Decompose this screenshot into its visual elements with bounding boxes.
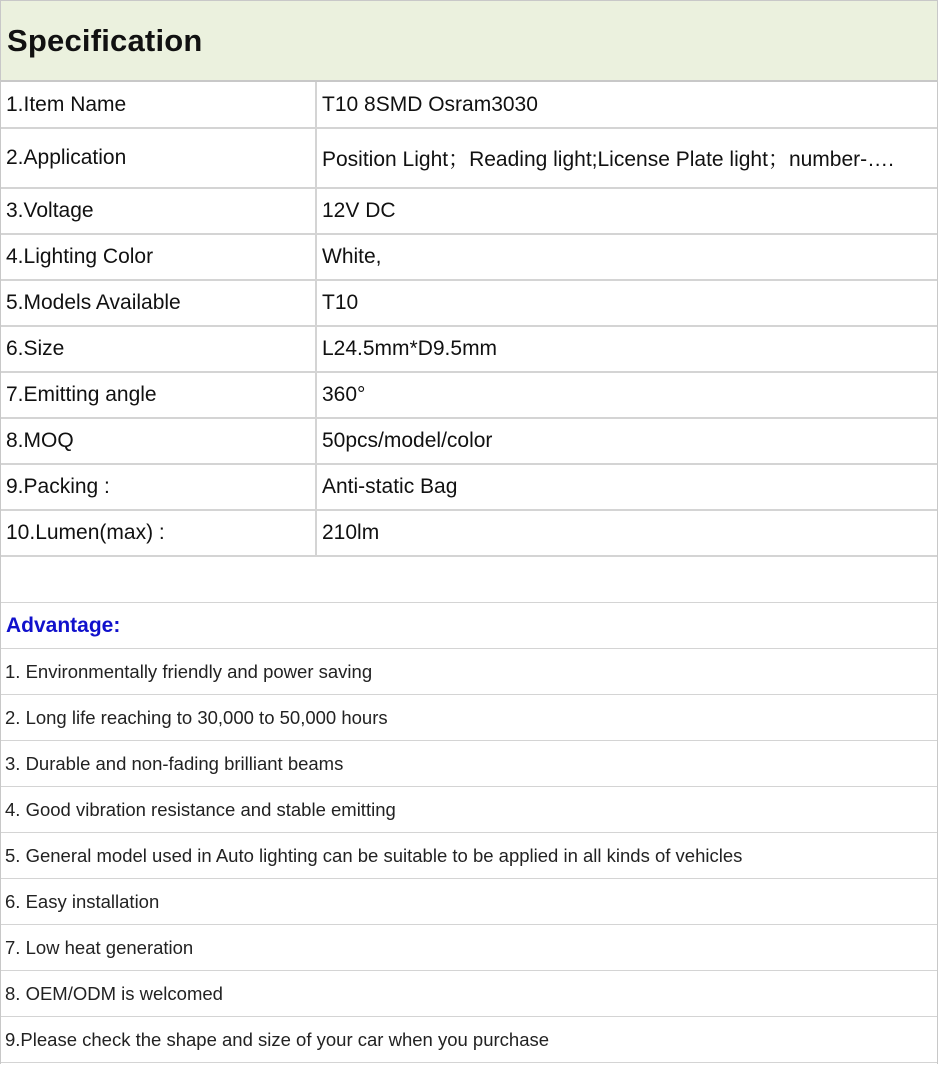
spec-value: T10 8SMD Osram3030 (316, 82, 937, 128)
advantage-item: 9.Please check the shape and size of your car when you purchase (1, 1017, 937, 1063)
spec-label: 10.Lumen(max) : (1, 510, 316, 556)
advantage-item: 8. OEM/ODM is welcomed (1, 971, 937, 1017)
spec-row-voltage (1, 188, 937, 234)
advantage-item: 6. Easy installation (1, 879, 937, 925)
advantage-item: 2. Long life reaching to 30,000 to 50,000 hours (1, 695, 937, 741)
spec-row-application (1, 128, 937, 188)
spec-label: 9.Packing : (1, 464, 316, 510)
spec-value: 360° (316, 372, 937, 418)
spec-value: T10 (316, 280, 937, 326)
advantage-item: 1. Environmentally friendly and power saving (1, 649, 937, 695)
specification-table (1, 82, 937, 557)
spec-row-moq (1, 418, 937, 464)
advantage-item: 7. Low heat generation (1, 925, 937, 971)
spec-row-models-available (1, 280, 937, 326)
spec-label: 6.Size (1, 326, 316, 372)
spec-row-emitting-angle (1, 372, 937, 418)
spec-row-lighting-color (1, 234, 937, 280)
spec-label: 4.Lighting Color (1, 234, 316, 280)
spec-value: 50pcs/model/color (316, 418, 937, 464)
spec-value: Anti-static Bag (316, 464, 937, 510)
spec-value: L24.5mm*D9.5mm (316, 326, 937, 372)
advantage-item: 4. Good vibration resistance and stable emitting (1, 787, 937, 833)
advantage-heading (1, 603, 937, 649)
spec-label: 2.Application (1, 128, 316, 188)
spec-value: 210lm (316, 510, 937, 556)
spec-value: 12V DC (316, 188, 937, 234)
spec-label: 5.Models Available (1, 280, 316, 326)
spec-row-size (1, 326, 937, 372)
advantage-item: 5. General model used in Auto lighting can be suitable to be applied in all kinds of vehicles (1, 833, 937, 879)
spec-label: 8.MOQ (1, 418, 316, 464)
advantage-item: 3. Durable and non-fading brilliant beams (1, 741, 937, 787)
spec-row-lumen (1, 510, 937, 556)
spec-row-packing (1, 464, 937, 510)
specification-header (1, 0, 937, 82)
spec-label: 7.Emitting angle (1, 372, 316, 418)
spec-row-item-name (1, 82, 937, 128)
spec-value: White, (316, 234, 937, 280)
spec-label: 1.Item Name (1, 82, 316, 128)
spec-label: 3.Voltage (1, 188, 316, 234)
advantage-title: Advantage: (6, 613, 121, 637)
page-title: Specification (7, 22, 203, 58)
spec-value: Position Light；Reading light;License Plate light；number-…. (316, 128, 937, 188)
blank-row (1, 557, 937, 603)
